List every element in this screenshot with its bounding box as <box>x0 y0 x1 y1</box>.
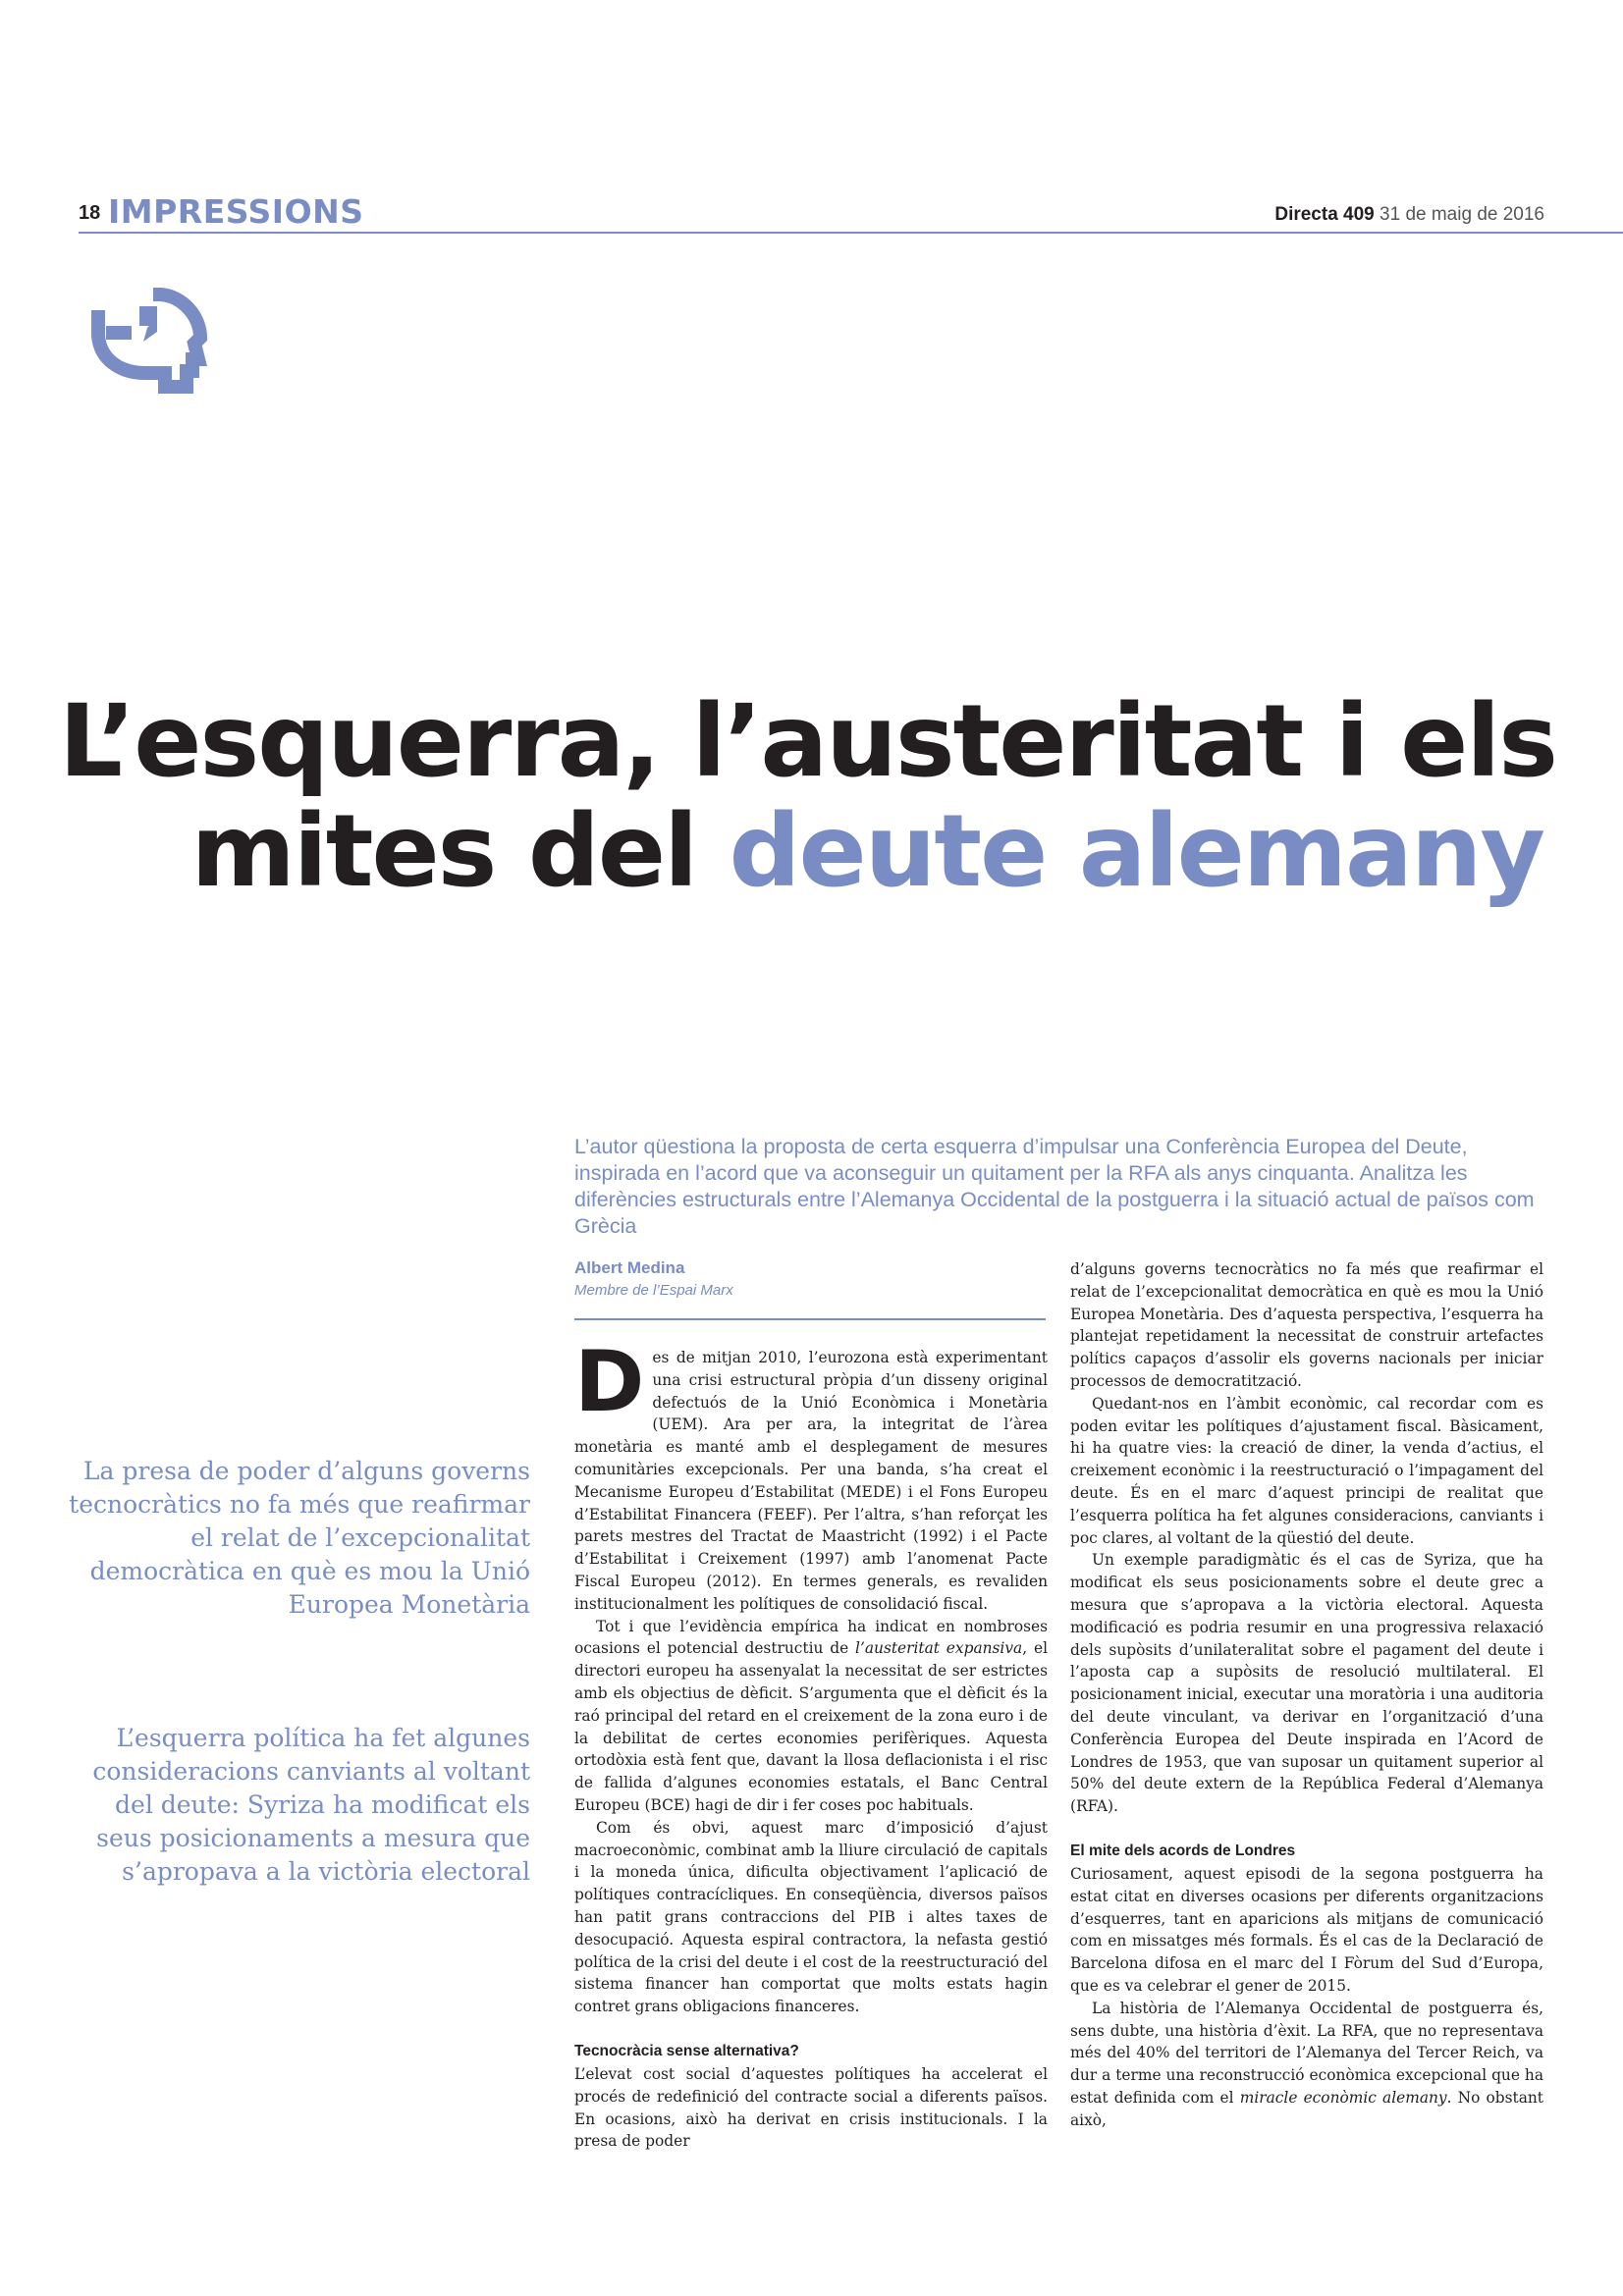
page-number: 18 <box>79 202 101 224</box>
body-paragraph-4: L’elevat cost social d’aquestes polítiques ha accelerat el procés de redefinició del contracte social a diferents països. En ocasions, això ha derivat en crisis institucionals. I la presa de poder <box>574 2064 1048 2151</box>
headline <box>59 683 1556 910</box>
pull-quote-1: La presa de poder d’alguns governs tecnocràtics no fa més que reafirmar el relat de l’excepcionalitat democràtica en què es mou la Unió Europea Monetària <box>69 1457 530 1619</box>
headline-line-2-start: mites del <box>190 793 730 910</box>
body-column-2 <box>1070 1258 1543 2131</box>
page-header <box>79 192 1544 236</box>
subheading-2: El mite dels acords de Londres <box>1070 1842 1296 1859</box>
body-paragraph-5: d’alguns governs tecnocràtics no fa més que reafirmar el relat de l’excepcionalitat democràtica en què es mou la Unió Europea Monetària. Des d’aquesta perspectiva, l’esquerra ha plantejat repetidament la necessitat de construir artefactes polítics capaços d’assolir els governs nacionals per iniciar processos de democratització. <box>1070 1260 1543 1390</box>
author-name: Albert Medina <box>574 1258 685 1277</box>
body-paragraph-6: Quedant-nos en l’àmbit econòmic, cal recordar com es poden evitar les polítiques d’ajustament fiscal. Bàsicament, hi ha quatre vies: la creació de diner, la venda d’actius, el creixement econòmic i la reestructuració o l’impagament del deute. És en el marc d’aquest principi de realitat que l’esquerra política ha fet algunes consideracions, canviants i poc clares, al voltant de la qüestió del deute. <box>1070 1394 1543 1547</box>
headline-accent: deute alemany <box>729 793 1543 910</box>
subheading-1: Tecnocràcia sense alternativa? <box>574 2042 799 2059</box>
pull-quote-2: L’esquerra política ha fet algunes consideracions canviants al voltant del deute: Syriza ha modificat els seus posicionaments a mesura que s’apropava a la victòria electoral <box>92 1724 530 1886</box>
publication-date: 31 de maig de 2016 <box>1380 204 1544 225</box>
publication-info <box>1274 204 1544 226</box>
body-paragraph-3: Com és obvi, aquest marc d’imposició d’ajust macroeconòmic, combinat amb la lliure circulació de capitals i la moneda única, dificulta objectivament l’aplicació de polítiques contracícliques. En conseqüència, diversos països han patit grans contraccions del PIB i altes taxes de desocupació. Aquesta espiral contractora, la nefasta gestió política de la crisi del deute i el cost de la reestructuració del sistema financer han comportat que molts estats hagin contret grans obligacions financeres. <box>574 1818 1048 2016</box>
body-column-1 <box>574 1333 1048 2153</box>
author-role: Membre de l’Espai Marx <box>574 1282 733 1299</box>
header-rule <box>79 232 1623 234</box>
speech-face-logo-icon <box>84 277 222 414</box>
body-paragraph-8: Curiosament, aquest episodi de la segona postguerra ha estat citat en diverses ocasions per diferents organitzacions d’esquerres, tant en aparicions als mitjans de comunicació com en missatges més formals. És el cas de la Declaració de Barcelona difosa en el marc del I Fòrum del Sud d’Europa, que es va celebrar el gener de 2015. <box>1070 1864 1543 1995</box>
byline-rule <box>574 1318 1046 1320</box>
headline-line-2 <box>59 793 1543 910</box>
body-paragraph-7: Un exemple paradigmàtic és el cas de Syriza, que ha modificat els seus posicionaments sobre el deute grec a mesura que s’apropava a la victòria electoral. Aquesta modificació es podria resumir en una progressiva relaxació dels supòsits d’unilateralitat sobre el pagament del deute i l’aposta cap a supòsits de resolució multilateral. El posicionament inicial, executar una moratòria i una auditoria del deute vinculant, va derivar en l’organització d’una Conferència Europea del Deute inspirada en l’Acord de Londres de 1953, que van suposar un quitament superior al 50% del deute extern de la República Federal d’Alemanya (RFA). <box>1070 1551 1543 1816</box>
emphasis: l’austeritat expansiva <box>855 1639 1023 1658</box>
section-title: IMPRESSIONS <box>108 192 364 231</box>
headline-line-1: L’esquerra, l’austeritat i els <box>59 683 1556 800</box>
dropcap: D <box>574 1333 645 1431</box>
publication-name: Directa 409 <box>1274 204 1375 225</box>
standfirst: L’autor qüestiona la proposta de certa esquerra d’impulsar una Conferència Europea del Deute, inspirada en l’acord que va aconseguir un quitament per la RFA als anys cinquanta. Analitza les diferències estructurals entre l’Alemanya Occidental de la postguerra i la situació actual de països com Grècia <box>574 1135 1535 1238</box>
byline <box>574 1258 1046 1299</box>
emphasis: miracle econòmic alemany <box>1239 2088 1447 2107</box>
body-paragraph-2: Tot i que l’evidència empírica ha indicat en nombroses ocasions el potencial destructiu de l’austeritat expansiva, el directori europeu ha assenyalat la necessitat de ser estrictes amb els objectius de dèficit. S’argumenta que el dèficit és la raó principal del retard en el creixement de la zona euro i de la debilitat de certes economies perifèriques. Aquesta ortodòxia està fent que, davant la llosa deflacionista i el risc de fallida d’algunes economies estatals, el Banc Central Europeu (BCE) hagi de dir i fer coses poc habituals. <box>574 1617 1048 1814</box>
body-paragraph-1: Des de mitjan 2010, l’eurozona està experimentant una crisi estructural pròpia d’un disseny original defectuós de la Unió Econòmica i Monetària (UEM). Ara per ara, la integritat de l’àrea monetària es manté amb el desplegament de mesures comunitàries excepcionals. Per una banda, s’ha creat el Mecanisme Europeu d’Estabilitat (MEDE) i el Fons Europeu d’Estabilitat Financera (FEEF). Per l’altra, s’han reforçat les parets mestres del Tractat de Maastricht (1992) i el Pacte d’Estabilitat i Creixement (1997) amb l’anomenat Pacte Fiscal Europeu (2012). En termes generals, es revaliden institucionalment les polítiques de consolidació fiscal. <box>574 1333 1048 1613</box>
body-paragraph-9: La història de l’Alemanya Occidental de postguerra és, sens dubte, una història d’èxit. La RFA, que no representava més del 40% del territori de l’Alemanya del Tercer Reich, va dur a terme una reconstrucció econòmica excepcional que ha estat definida com el miracle econòmic alemany. No obstant això, <box>1070 1999 1543 2129</box>
